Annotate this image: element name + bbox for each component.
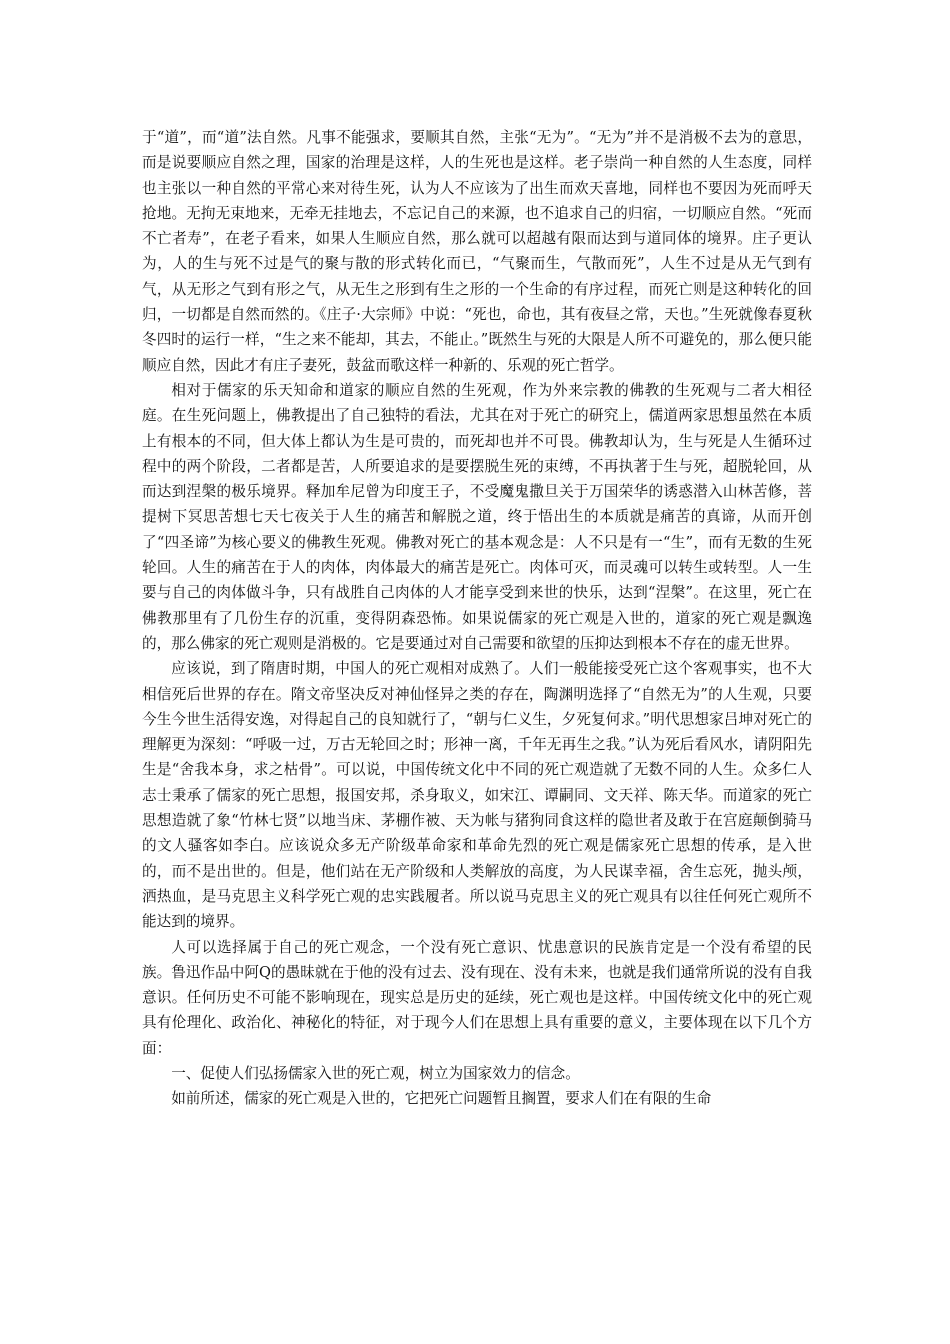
paragraph-daoist-view: 于“道”，而“道”法自然。凡事不能强求，要顺其自然，主张“无为”。“无为”并不是消极不去为的意思，而是说要顺应自然之理，国家的治理是这样，人的生死也是这样。老子崇尚一种自然的人生态度，同样也主张以一种自然的平常心来对待生死，认为人不应该为了出生而欢天喜地，同样也不要因为死而呼天抢地。无拘无束地来，无牵无挂地去，不忘记自己的来源，也不追求自己的归宿，一切顺应自然。“死而不亡者寿”，在老子看来，如果人生顺应自然，那么就可以超越有限而达到与道同体的境界。庄子更认为，人的生与死不过是气的聚与散的形式转化而已，“气聚而生，气散而死”，人生不过是从无气到有气，从无形之气到有形之气，从无生之形到有生之形的一个生命的有序过程，而死亡则是这种转化的回归，一切都是自然而然的。《庄子·大宗师》中说：“死也，命也，其有夜昼之常，天也。”生死就像春夏秋冬四时的运行一样，“生之来不能却，其去，不能止。”既然生与死的大限是人所不可避免的，那么便只能顺应自然，因此才有庄子妻死，鼓盆而歌这样一种新的、乐观的死亡哲学。 <box>142 129 812 374</box>
paragraph-confucian-continued: 如前所述，儒家的死亡观是入世的，它把死亡问题暂且搁置，要求人们在有限的生命 <box>171 1090 712 1108</box>
section-heading-one: 一、促使人们弘扬儒家入世的死亡观，树立为国家效力的信念。 <box>171 1064 580 1082</box>
paragraph-buddhist-view: 相对于儒家的乐天知命和道家的顺应自然的生死观，作为外来宗教的佛教的生死观与二者大相径庭。在生死问题上，佛教提出了自己独特的看法，尤其在对于死亡的研究上，儒道两家思想虽然在本质上有根本的不同，但大体上都认为生是可贵的，而死却也并不可畏。佛教却认为，生与死是人生循环过程中的两个阶段，二者都是苦，人所要追求的是要摆脱生死的束缚，不再执著于生与死，超脱轮回，从而达到涅槃的极乐境界。释加牟尼曾为印度王子，不受魔鬼撒旦关于万国荣华的诱惑潜入山林苦修，菩提树下冥思苦想七天七夜关于人生的痛苦和解脱之道，终于悟出生的本质就是痛苦的真谛，从而开创了“四圣谛”为核心要义的佛教生死观。佛教对死亡的基本观念是：人不只是有一“生”，而有无数的生死轮回。人生的痛苦在于人的肉体，肉体最大的痛苦是死亡。肉体可灭，而灵魂可以转生或转型。人一生要与自己的肉体做斗争，只有战胜自己肉体的人才能享受到来世的快乐，达到“涅槃”。在这里，死亡在佛教那里有了几份生存的沉重，变得阴森恐怖。如果说儒家的死亡观是入世的，道家的死亡观是飘逸的，那么佛家的死亡观则是消极的。它是要通过对自己需要和欲望的压抑达到根本不存在的虚无世界。 <box>142 381 812 652</box>
document-page <box>142 125 812 1112</box>
paragraph-significance: 人可以选择属于自己的死亡观念，一个没有死亡意识、忧患意识的民族肯定是一个没有希望的民族。鲁迅作品中阿Q的愚昧就在于他的没有过去、没有现在、没有未来，也就是我们通常所说的没有自我意识。任何历史不可能不影响现在，现实总是历史的延续，死亡观也是这样。中国传统文化中的死亡观具有伦理化、政治化、神秘化的特征，对于现今人们在思想上具有重要的意义，主要体现在以下几个方面： <box>142 938 812 1057</box>
paragraph-sui-tang-view: 应该说，到了隋唐时期，中国人的死亡观相对成熟了。人们一般能接受死亡这个客观事实，也不大相信死后世界的存在。隋文帝坚决反对神仙怪异之类的存在，陶渊明选择了“自然无为”的人生观，只要今生今世生活得安逸，对得起自己的良知就行了，“朝与仁义生，夕死复何求。”明代思想家吕坤对死亡的理解更为深刻：“呼吸一过，万古无轮回之时；形神一离，千年无再生之我。”认为死后看风水，请阴阳先生是“舍我本身，求之枯骨”。可以说，中国传统文化中不同的死亡观造就了无数不同的人生。众多仁人志士秉承了儒家的死亡思想，报国安邦，杀身取义，如宋江、谭嗣同、文天祥、陈天华。而道家的死亡思想造就了象“竹林七贤”以地当床、茅棚作被、天为帐与猪狗同食这样的隐世者及敢于在宫庭颠倒骑马的文人骚客如李白。应该说众多无产阶级革命家和革命先烈的死亡观是儒家死亡思想的传承，是入世的，而不是出世的。但是，他们站在无产阶级和人类解放的高度，为人民谋幸福，舍生忘死，抛头颅，洒热血，是马克思主义科学死亡观的忠实践履者。所以说马克思主义的死亡观具有以往任何死亡观所不能达到的境界。 <box>142 660 812 931</box>
